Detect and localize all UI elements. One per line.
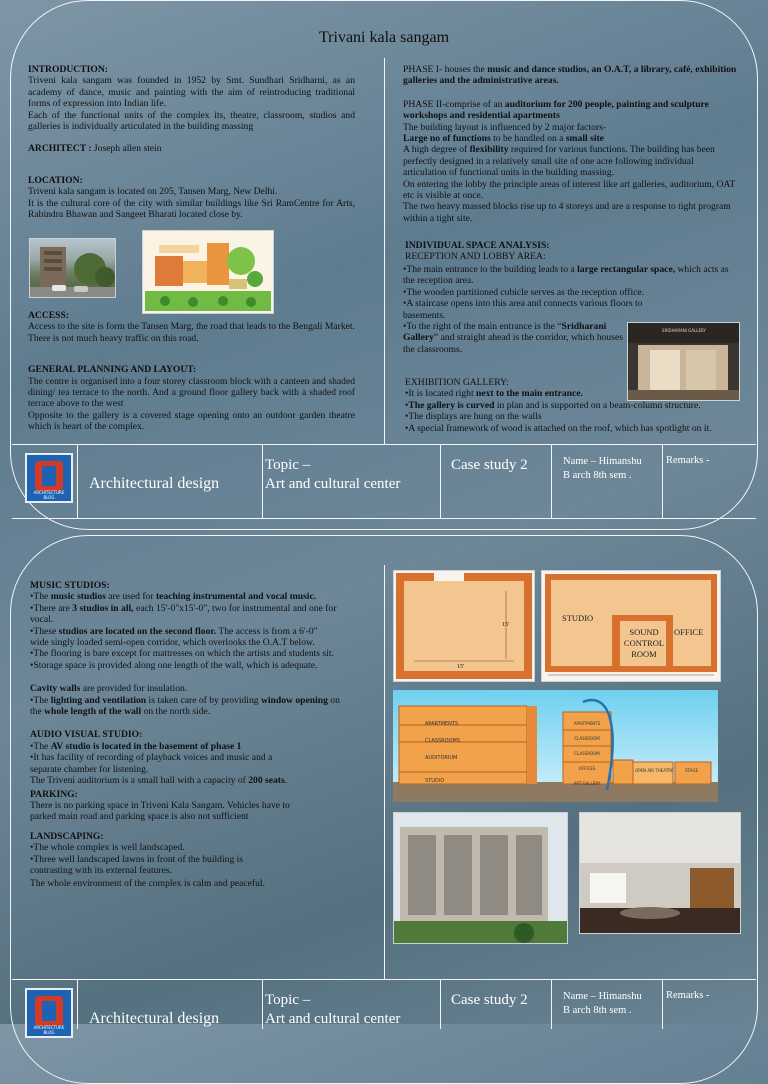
case-study-label: Case study 2	[451, 457, 528, 473]
flex-text-2: required for various functions. The building has been perfectly designed in a relatively small site of one acre following individual articulation of functional units in the building massing.	[403, 144, 715, 179]
music-heading: MUSIC STUDIOS:	[30, 580, 110, 591]
music-point-5: •Storage space is provided along one length of the wall, which is adequate.	[30, 659, 318, 671]
section2-label: CLASSROOM	[574, 736, 600, 741]
topic-value: Art and cultural center	[265, 476, 401, 492]
footer-divider	[262, 444, 263, 519]
topic-label: Topic –	[265, 457, 311, 473]
m1-bold-2: teaching instrumental and vocal music.	[155, 591, 317, 603]
building-photo-art	[30, 239, 115, 297]
rec4-text: •To the right of the main entrance is the “	[403, 321, 562, 333]
rec1-bold: large rectangular space,	[577, 264, 676, 275]
music-point-4: •The flooring is bare except for mattresses on which the artists and students sit.	[30, 648, 334, 660]
site-plan-art	[143, 231, 273, 313]
phase1-text: - houses the	[438, 64, 488, 75]
sound-control-label: SOUND CONTROL ROOM	[623, 627, 665, 659]
left-column-lower	[28, 310, 355, 433]
planning-heading: GENERAL PLANNING AND LAYOUT:	[28, 364, 197, 376]
studio-label: STUDIO	[562, 613, 594, 623]
planning-paragraph: The centre is organised into a four storey classroom block with a canteen and shaded dining/ tea terrace to the north. And a ground floor gallery back with a shaded roof terrace above to the west	[28, 375, 355, 410]
light-bold-3: whole length of the wall	[44, 706, 142, 718]
isa-heading: INDIVIDUAL SPACE ANALYSIS:	[405, 240, 550, 251]
exhibition-point-4: •A special framework of wood is attached on the roof, which has spotlight on it.	[405, 422, 712, 434]
remarks-label: Remarks -	[666, 990, 710, 1001]
sound-plan-art	[542, 571, 720, 681]
ex2-text: in plan and is supported on a beam-column structure.	[494, 399, 701, 411]
section2-label: OFFICES	[578, 766, 596, 771]
section-label: CLASSROOMS	[425, 738, 460, 744]
section2-labels	[565, 716, 609, 791]
footer-top-border	[12, 444, 756, 445]
landscaping-point-1: •The whole complex is well landscaped.	[30, 842, 185, 854]
footer-divider	[440, 444, 441, 519]
facade-photo-art	[394, 813, 567, 943]
slide-1	[0, 0, 768, 530]
exhibition-point-2	[405, 400, 740, 411]
interior-photo-art	[580, 813, 740, 933]
footer-divider	[262, 979, 263, 1029]
landscaping-heading: LANDSCAPING:	[30, 830, 104, 842]
planning-paragraph-2: Opposite to the gallery is a covered stage opening onto an outdoor garden theatre which is heart of the complex.	[28, 409, 355, 433]
footer-divider	[77, 444, 78, 519]
cavity-text: are provided for insulation.	[80, 683, 188, 695]
light-bold-2: window opening	[260, 694, 328, 706]
av-point-1	[30, 741, 353, 752]
m3-text: •These	[30, 625, 59, 637]
light-text: •The	[30, 694, 51, 706]
av-point-3	[30, 775, 353, 786]
logo-caption: ARCHITECTURE BLOG	[33, 490, 65, 500]
m1-bold: music studios	[50, 591, 106, 603]
site-plan	[142, 230, 274, 314]
section-label: AUDITORIUM	[425, 755, 458, 761]
student-class: B arch 8th sem .	[563, 1005, 632, 1016]
landscaping-point-2: •Three well landscaped lawns in front of the building is contrasting with its external features.	[30, 853, 244, 876]
logo-icon	[35, 996, 63, 1026]
parking-paragraph: There is no parking space in Triveni Kala Sangam. Vehicles have to parked main road and parking space is also not sufficient	[30, 799, 290, 823]
music-point-1	[30, 591, 353, 602]
footer-divider	[662, 444, 663, 519]
section3-label: STAGE	[685, 768, 698, 773]
column-divider	[384, 58, 385, 444]
m2-text: •There are	[30, 602, 73, 614]
column-divider	[384, 565, 385, 979]
topic-block	[265, 991, 400, 1029]
av3-bold: 200 seats	[248, 775, 285, 787]
ex1-text: •It is located right	[405, 388, 477, 400]
topic-label: Topic –	[265, 992, 311, 1008]
studio-plan	[393, 570, 535, 682]
logo-caption: ARCHITECTURE BLOG	[33, 1025, 65, 1035]
location-paragraph-2: It is the cultural core of the city with similar buildings like Sri RamCentre for Arts, Rabindra Bhawan and Sangeet Bharati located close by.	[28, 197, 355, 221]
topic-block	[265, 456, 400, 494]
student-class: B arch 8th sem .	[563, 470, 632, 481]
rec1-text-2: which acts as the reception area.	[403, 264, 729, 287]
slide-2	[0, 535, 768, 1035]
section2-label: CLASSROOM	[574, 751, 600, 756]
intro-paragraph-2: Each of the functional units of the complex its, theatre, classroom, studios and galleries is individually articulated in the building massing	[28, 109, 355, 133]
left-column	[28, 64, 355, 220]
light-bold: lighting and ventilation	[50, 694, 147, 706]
rec4-text-2: ” and straight ahead is the corridor, which houses the classrooms.	[403, 332, 623, 355]
phase1-line	[403, 64, 738, 87]
m3-text-2: The access is from a 6'-0" wide singly loaded semi-open corridor, which overlooks the O.A.T below.	[30, 625, 318, 649]
m3-bold: studios are located on the second floor.	[58, 625, 217, 637]
course-name: Architectural design	[89, 1010, 220, 1027]
location-heading: LOCATION:	[28, 174, 83, 186]
landscaping-point-3: The whole environment of the complex is calm and peaceful.	[30, 878, 265, 890]
flex-text: A high degree of	[403, 144, 470, 156]
footer-divider	[440, 979, 441, 1029]
footer-divider	[551, 979, 552, 1029]
logo-icon	[35, 461, 63, 491]
reception-heading: RECEPTION AND LOBBY AREA:	[405, 251, 546, 263]
m2-text-2: each 15'-0"x15'-0", two for instrumental and one for vocal.	[30, 602, 337, 626]
lobby-line: On entering the lobby the principle areas of interest like art galleries, auditorium, OAT etc is visible at once.	[403, 178, 736, 202]
lighting-line	[30, 695, 353, 718]
footer-divider	[77, 979, 78, 1029]
footer-top-border	[12, 979, 756, 980]
student-info	[563, 455, 642, 483]
section3-label: OPEN AIR THEATRE	[635, 768, 674, 773]
section2-label: ART GALLERY	[573, 781, 601, 786]
studios-column	[30, 580, 353, 890]
location-paragraph: Triveni kala sangam is located on 205, Tansen Marg, New Delhi.	[28, 186, 278, 198]
light-text-2: is taken care of by providing	[146, 694, 261, 706]
reception-point-2: •The wooden partitioned cubicle serves as the reception office.	[403, 286, 645, 298]
blocks-line: The two heavy massed blocks rise up to 4 storeys and are a response to tight program within a tight site.	[403, 201, 731, 224]
exhibition-section	[405, 377, 740, 434]
exhibition-point-1	[405, 388, 740, 399]
flexibility-line	[403, 144, 738, 178]
intro-paragraph: Triveni kala sangam was founded in 1952 by Smt. Sundhari Sridharni, as an academy of dance, music and painting with the aim of reintroducing traditional forms of expression into Indian life.	[28, 75, 355, 110]
av-point-2: •It has facility of recording of playback voices and music and a separate chamber for listening.	[30, 752, 273, 775]
reception-point-3: •A staircase opens into this area and connects various floors to basements.	[403, 298, 643, 321]
sound-control-plan	[541, 570, 721, 682]
section-label: APARTMENTS	[425, 721, 459, 727]
parking-heading: PARKING:	[30, 788, 78, 800]
ex1-bold: next to the main entrance.	[476, 388, 583, 400]
music-point-3	[30, 626, 330, 649]
access-paragraph: Access to the site is form the Tansen Marg, the road that leads to the Bengali Market. There is not much heavy traffic on this road.	[28, 321, 355, 344]
student-name: Name – Himanshu	[563, 991, 642, 1002]
exhibition-point-3: •The displays are hung on the walls	[405, 411, 542, 423]
m1-text: •The	[30, 591, 51, 603]
rec1-text: •The main entrance to the building leads to a	[403, 264, 578, 275]
exhibition-heading: EXHIBITION GALLERY:	[405, 377, 509, 388]
case-study-label: Case study 2	[451, 992, 528, 1008]
m2-bold: 3 studios in all,	[72, 602, 134, 614]
architect-line	[28, 143, 355, 154]
institute-logo	[25, 988, 73, 1038]
phase2-line	[403, 99, 738, 122]
reception-point-4	[403, 321, 628, 355]
factor1-line	[403, 133, 738, 144]
reception-point-1	[403, 264, 738, 287]
building-section	[393, 690, 718, 802]
flex-bold: flexibility	[469, 144, 509, 156]
footer-divider	[662, 979, 663, 1029]
av3-text-2: .	[284, 775, 288, 787]
ex2-bullet: •	[405, 399, 409, 411]
cavity-bold: Cavity walls	[30, 683, 81, 695]
dimension-label: 15'	[502, 622, 510, 628]
dimension-label: 15'	[457, 664, 465, 670]
office-label: OFFICE	[674, 627, 704, 637]
phase1-bold: music and dance studios, an O.A.T, a library, café, exhibition galleries and the administrative areas.	[403, 64, 737, 87]
phase2-text: -comprise of an	[442, 98, 505, 110]
av1-text: •The	[30, 740, 51, 752]
factor1-text: to be handled on a	[490, 133, 566, 145]
section-label: STUDIO	[425, 778, 445, 784]
av-heading: AUDIO VISUAL STUDIO:	[30, 729, 143, 741]
cavity-line	[30, 683, 353, 694]
m1-text-2: are used for	[105, 591, 156, 603]
light-text-3: on the	[30, 694, 340, 718]
rec4-bold: Sridharani Gallery	[403, 321, 607, 344]
institute-logo	[25, 453, 73, 503]
phase2-label: PHASE II	[403, 98, 443, 110]
studio-interior-photo	[579, 812, 741, 934]
remarks-label: Remarks -	[666, 455, 710, 466]
phase2-bold: auditorium for 200 people, painting and sculpture workshops and residential apartments	[403, 98, 709, 122]
intro-heading: INTRODUCTION:	[28, 64, 108, 75]
right-column	[403, 64, 738, 224]
facade-photo	[393, 812, 568, 944]
footer-bottom-border	[12, 518, 756, 519]
light-text-4: on the north side.	[141, 706, 211, 718]
architect-label: ARCHITECT :	[28, 143, 92, 155]
course-name: Architectural design	[89, 475, 220, 492]
layout-line: The building layout is influenced by 2 major factors-	[403, 121, 607, 133]
av3-text: The Triveni auditorium is a small hall with a capacity of	[30, 775, 249, 787]
architect-name: Joseph allen stein	[91, 143, 162, 155]
ex2-bold: The gallery is curved	[408, 399, 495, 411]
music-point-2	[30, 603, 353, 626]
student-info	[563, 990, 642, 1018]
phase1-label: PHASE I	[403, 64, 439, 75]
factor1-bold: Large no of functions	[403, 133, 491, 145]
section-labels	[425, 716, 460, 790]
factor1-bold-2: small site	[565, 133, 604, 145]
av1-bold: AV studio is located in the basement of phase 1	[50, 740, 242, 752]
access-heading: ACCESS:	[28, 310, 70, 321]
page-title: Trivani kala sangam	[318, 29, 450, 46]
footer-divider	[551, 444, 552, 519]
building-photo	[29, 238, 116, 298]
section2-label: APARTMENTS	[573, 721, 601, 726]
gallery-sign: SRIDHARANI GALLERY	[662, 328, 706, 333]
space-analysis	[405, 240, 740, 263]
topic-value: Art and cultural center	[265, 1011, 401, 1027]
student-name: Name – Himanshu	[563, 456, 642, 467]
